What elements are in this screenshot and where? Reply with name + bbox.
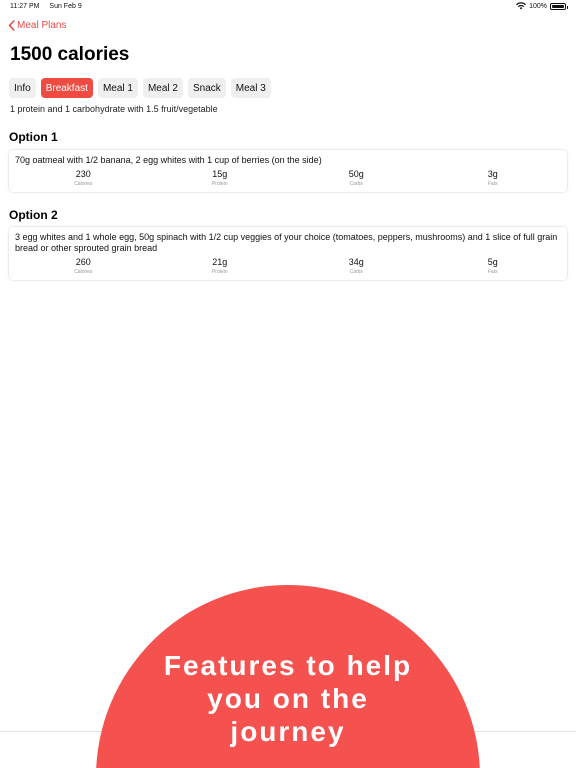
macro-value: 5g bbox=[487, 257, 498, 267]
back-button[interactable] bbox=[8, 20, 66, 31]
battery-percent: 100% bbox=[529, 2, 547, 10]
wifi-icon bbox=[516, 2, 526, 10]
macro-value: 15g bbox=[212, 169, 228, 179]
status-bar bbox=[0, 0, 576, 14]
macro-protein bbox=[152, 257, 289, 276]
tab-snack[interactable]: Snack bbox=[188, 78, 226, 98]
macro-value: 230 bbox=[75, 169, 91, 179]
macro-value: 34g bbox=[348, 257, 364, 267]
macro-carbs bbox=[288, 257, 425, 276]
macro-label: Calories bbox=[74, 269, 93, 275]
meal-summary: 1 protein and 1 carbohydrate with 1.5 fruit/vegetable bbox=[10, 104, 218, 114]
promo-line-3: journey bbox=[230, 716, 346, 747]
tab-meal-1[interactable]: Meal 1 bbox=[98, 78, 138, 98]
battery-fill bbox=[552, 5, 564, 8]
macro-fats bbox=[425, 169, 562, 188]
macro-carbs bbox=[288, 169, 425, 188]
status-right bbox=[516, 2, 566, 10]
macro-value: 3g bbox=[487, 169, 498, 179]
tab-meal-3[interactable]: Meal 3 bbox=[231, 78, 271, 98]
tab-info[interactable]: Info bbox=[9, 78, 36, 98]
meal-tabs bbox=[9, 78, 271, 98]
chevron-left-icon bbox=[8, 20, 15, 31]
option-1-macros bbox=[15, 169, 561, 188]
macro-label: Fats bbox=[487, 181, 498, 187]
status-date: Sun Feb 9 bbox=[49, 3, 82, 10]
macro-protein bbox=[152, 169, 289, 188]
back-label: Meal Plans bbox=[17, 20, 67, 31]
macro-label: Protein bbox=[211, 269, 228, 275]
option-1-description: 70g oatmeal with 1/2 banana, 2 egg whites with 1 cup of berries (on the side) bbox=[15, 155, 322, 165]
promo-caption bbox=[96, 649, 480, 748]
option-2-description: 3 egg whites and 1 whole egg, 50g spinach with 1/2 cup veggies of your choice (tomatoes, peppers, mushrooms) and 1 slice of full grain bread or other sprouted grain bread bbox=[15, 232, 558, 253]
macro-label: Calories bbox=[74, 181, 93, 187]
battery-icon bbox=[550, 3, 566, 10]
macro-value: 260 bbox=[75, 257, 91, 267]
tab-breakfast[interactable]: Breakfast bbox=[41, 78, 93, 98]
option-2-card bbox=[9, 227, 567, 280]
macro-value: 50g bbox=[348, 169, 364, 179]
option-2-macros bbox=[15, 257, 561, 276]
macro-calories bbox=[15, 257, 152, 276]
status-left bbox=[10, 3, 90, 10]
option-1-card bbox=[9, 150, 567, 192]
status-time: 11:27 PM bbox=[10, 3, 40, 10]
macro-label: Carbs bbox=[349, 181, 363, 187]
macro-value: 21g bbox=[212, 257, 228, 267]
tab-meal-2[interactable]: Meal 2 bbox=[143, 78, 183, 98]
promo-line-2: you on the bbox=[207, 683, 369, 714]
macro-label: Carbs bbox=[349, 269, 363, 275]
option-2-heading: Option 2 bbox=[9, 208, 58, 222]
promo-line-1: Features to help bbox=[163, 650, 413, 681]
macro-fats bbox=[425, 257, 562, 276]
option-1-heading: Option 1 bbox=[9, 130, 58, 144]
macro-label: Protein bbox=[211, 181, 228, 187]
page-title: 1500 calories bbox=[10, 44, 130, 65]
macro-calories bbox=[15, 169, 152, 188]
macro-label: Fats bbox=[487, 269, 498, 275]
